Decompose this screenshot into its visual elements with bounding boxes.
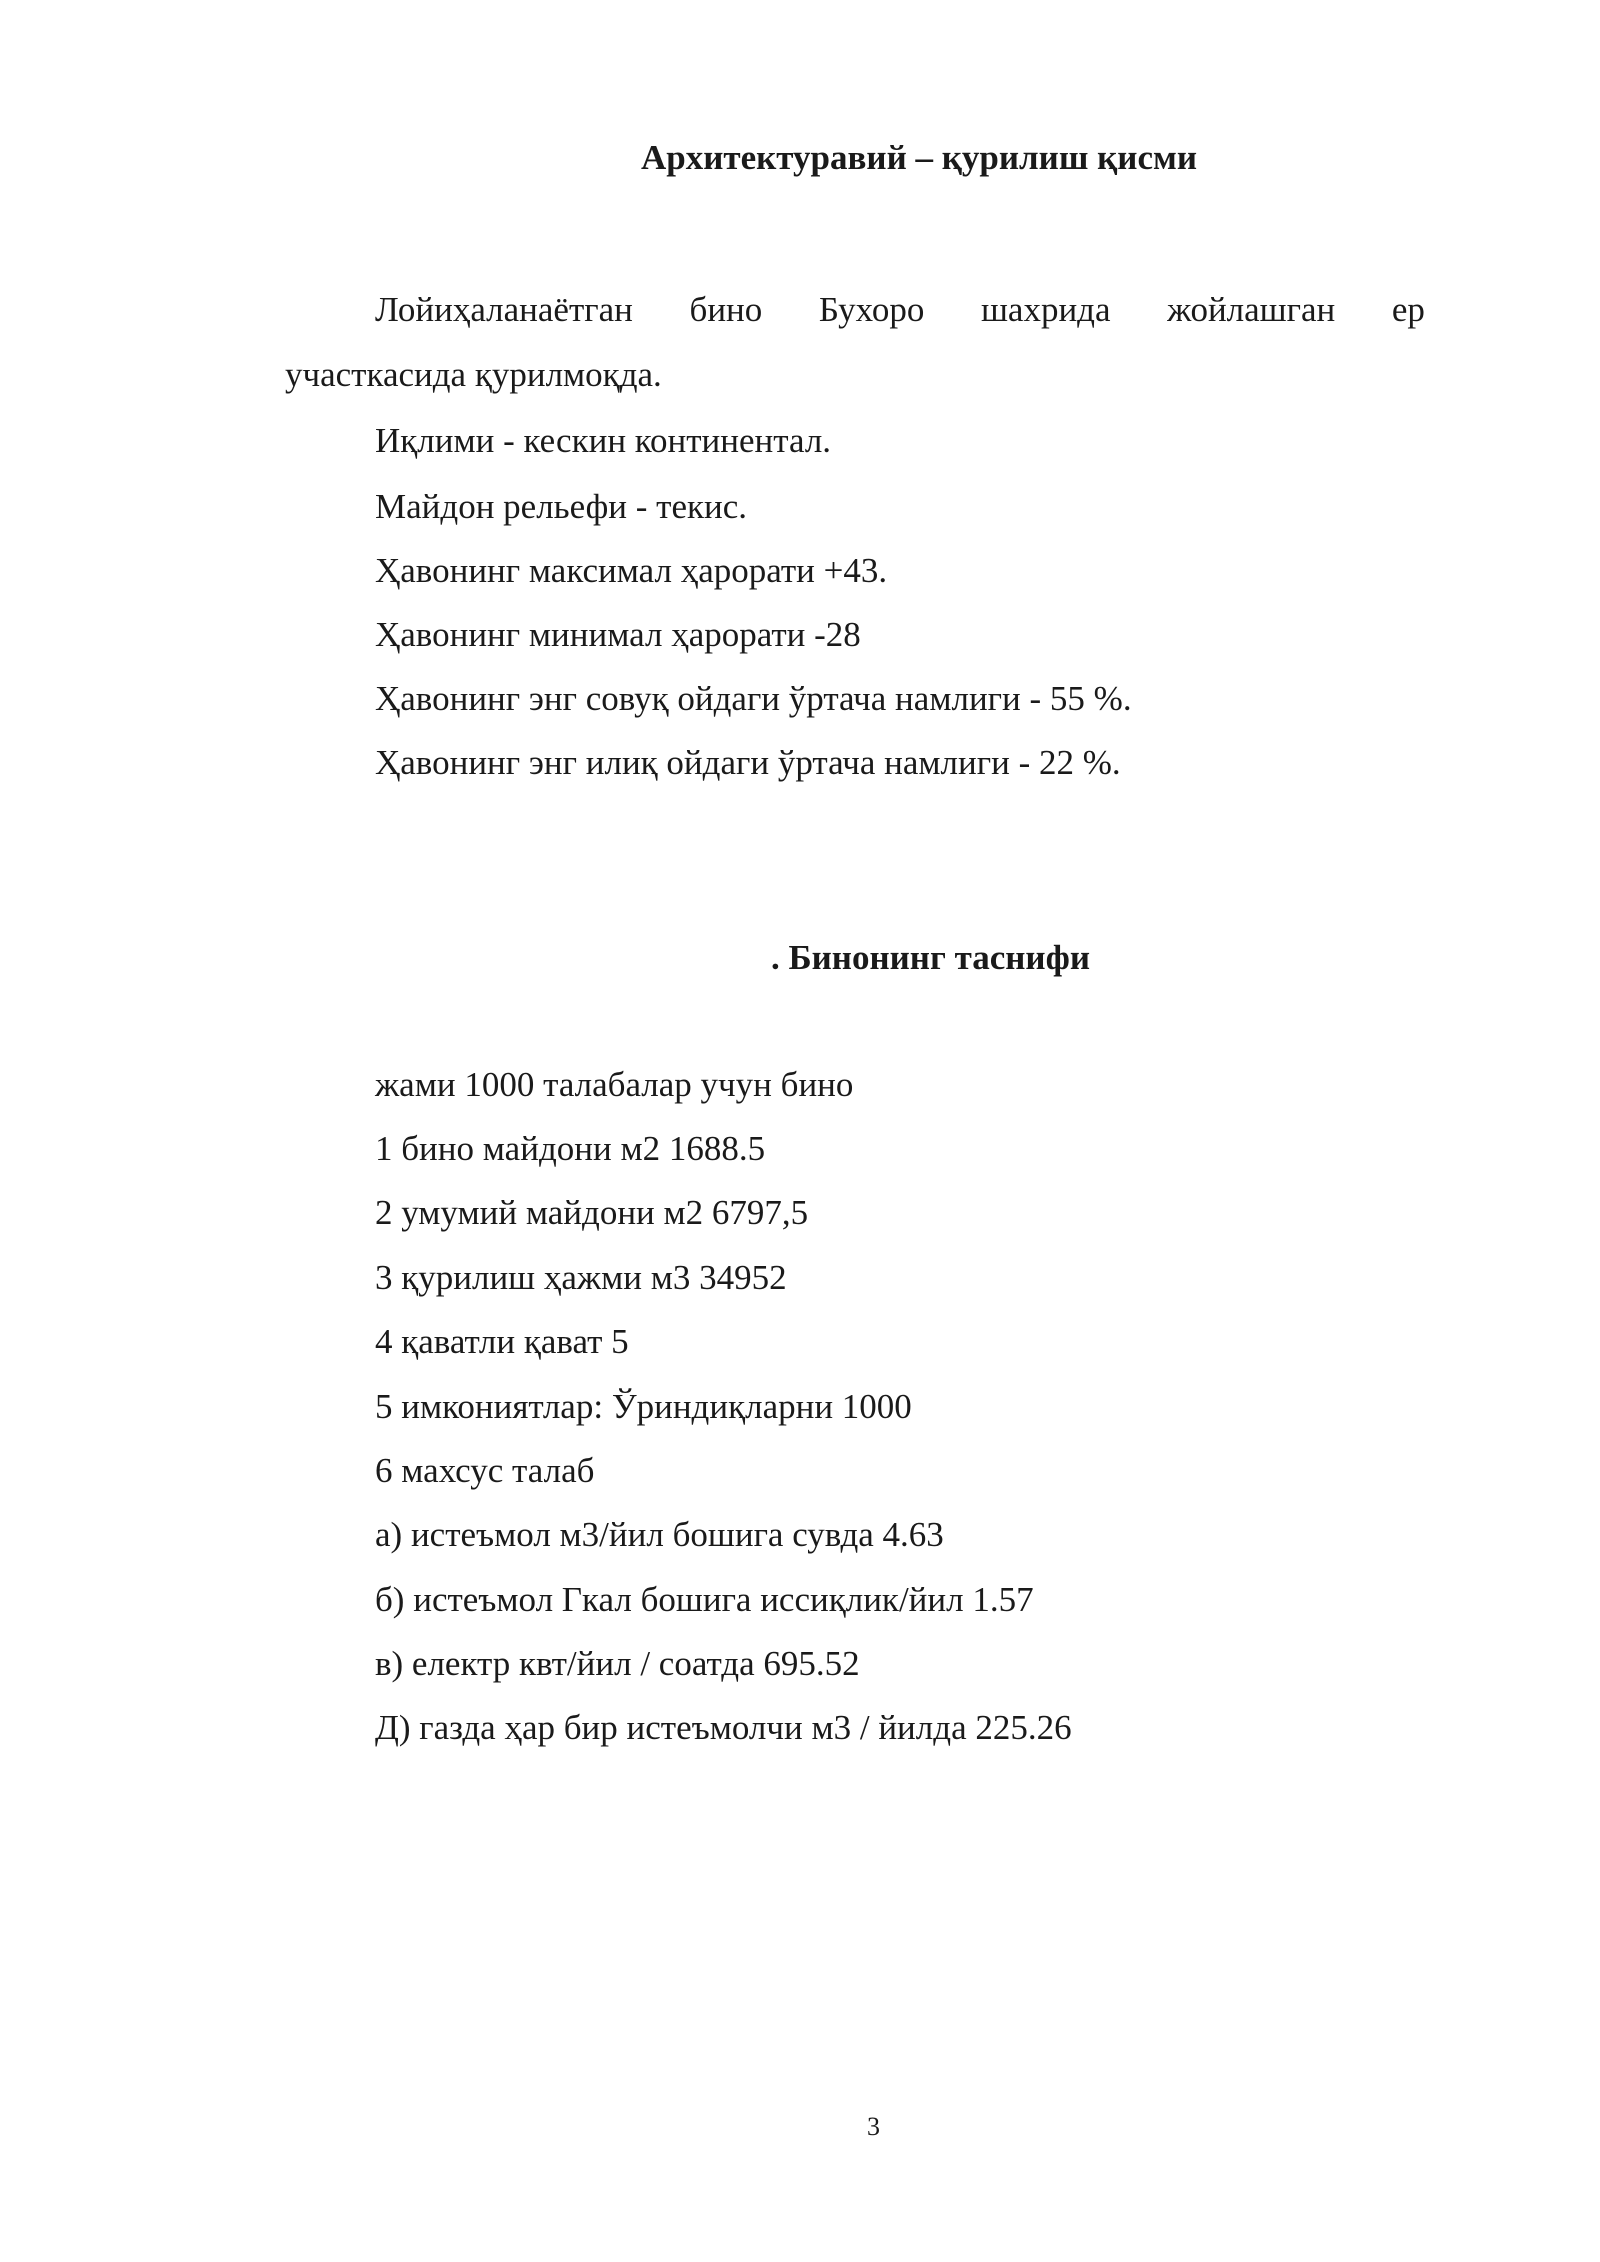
cold-month-humidity-line: Ҳавонинг энг совуқ ойдаги ўртача намлиги - 55 %. [375,679,1132,718]
classification-item: а) истеъмол м3/йил бошига сувда 4.63 [375,1515,944,1554]
classification-item: 3 қурилиш ҳажми м3 34952 [375,1258,787,1297]
intro-paragraph-continuation: участкасида қурилмоқда. [285,355,662,394]
intro-paragraph-first-line [375,292,1425,327]
classification-item: 1 бино майдони м2 1688.5 [375,1129,766,1168]
classification-item: Д) газда ҳар бир истеъмолчи м3 / йилда 225.26 [375,1708,1072,1747]
section-title-classification: . Бинонинг таснифи [771,938,1090,977]
intro-word: ер [1391,290,1425,329]
classification-item: б) истеъмол Гкал бошига иссиқлик/йил 1.57 [375,1580,1034,1619]
intro-word: бино [689,290,763,329]
climate-line: Иқлими - кескин континентал. [375,421,832,460]
classification-item: 5 имкониятлар: Ўриндиқларни 1000 [375,1387,912,1426]
classification-item: жами 1000 талабалар учун бино [375,1065,854,1104]
intro-word: Бухоро [818,290,925,329]
classification-item: 6 махсус талаб [375,1451,595,1490]
intro-word: шахрида [980,290,1111,329]
min-temperature-line: Ҳавонинг минимал ҳарорати -28 [375,615,861,654]
classification-item: 4 қаватли қават 5 [375,1322,629,1361]
warm-month-humidity-line: Ҳавонинг энг илиқ ойдаги ўртача намлиги - 22 %. [375,743,1121,782]
section-title-architecture: Архитектуравий – қурилиш қисми [641,138,1198,177]
max-temperature-line: Ҳавонинг максимал ҳарорати +43. [375,551,888,590]
intro-word: жойлашган [1167,290,1336,329]
classification-item: в) електр квт/йил / соатда 695.52 [375,1644,860,1683]
classification-item: 2 умумий майдони м2 6797,5 [375,1193,809,1232]
intro-word: Лойиҳаланаётган [375,290,633,329]
relief-line: Майдон рельефи - текис. [375,487,748,526]
page-number: 3 [867,2112,880,2141]
